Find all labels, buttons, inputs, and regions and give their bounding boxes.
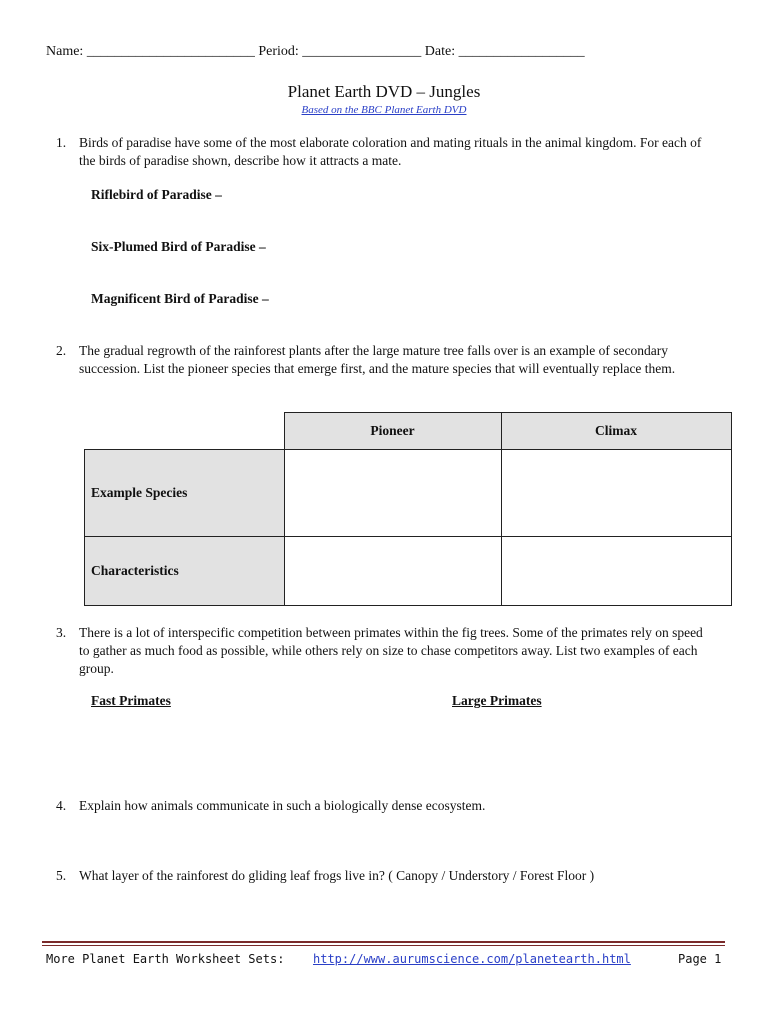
table-row-header-characteristics: Characteristics xyxy=(85,537,285,606)
question-1 xyxy=(56,134,716,170)
question-number: 2. xyxy=(56,343,67,358)
question-2 xyxy=(56,342,716,378)
date-field-label: Date: __________________ xyxy=(424,44,585,59)
table-cell-pioneer-species[interactable] xyxy=(284,450,501,537)
period-field-label: Period: _________________ xyxy=(258,44,422,59)
table-cell-climax-characteristics[interactable] xyxy=(501,537,731,606)
table-cell-climax-species[interactable] xyxy=(501,450,731,537)
question-text: The gradual regrowth of the rainforest plants after the large mature tree falls over is an example of secondary succession. List the pioneer species that emerge first, and the mature species that will eventually replace them. xyxy=(79,343,676,376)
question-3 xyxy=(56,624,716,678)
question-number: 5. xyxy=(56,868,67,883)
footer-label: More Planet Earth Worksheet Sets: xyxy=(46,952,285,966)
question-number: 1. xyxy=(56,135,67,150)
large-primates-heading: Large Primates xyxy=(452,693,542,708)
table-row-header-example-species: Example Species xyxy=(85,450,285,537)
bird-label-riflebird: Riflebird of Paradise – xyxy=(91,187,222,202)
table-cell-pioneer-characteristics[interactable] xyxy=(284,537,501,606)
question-text: Explain how animals communicate in such a biologically dense ecosystem. xyxy=(79,798,486,813)
question-text: Birds of paradise have some of the most elaborate coloration and mating rituals in the animal kingdom. For each of the birds of paradise shown, describe how it attracts a mate. xyxy=(79,135,702,168)
succession-table xyxy=(84,412,732,606)
question-number: 4. xyxy=(56,798,67,813)
fast-primates-heading: Fast Primates xyxy=(91,693,171,708)
page-title: Planet Earth DVD – Jungles xyxy=(287,82,481,101)
question-number: 3. xyxy=(56,625,67,640)
question-4 xyxy=(56,797,716,815)
footer-page-number: Page 1 xyxy=(678,952,722,966)
footer-url-link[interactable]: http://www.aurumscience.com/planetearth.html xyxy=(313,952,631,966)
header-fields xyxy=(46,44,585,60)
table-header-climax: Climax xyxy=(501,413,731,450)
table-header-pioneer: Pioneer xyxy=(284,413,501,450)
table-corner xyxy=(85,413,285,450)
question-text: What layer of the rainforest do gliding leaf frogs live in? ( Canopy / Understory / Forest Floor ) xyxy=(79,868,595,883)
footer-divider xyxy=(42,941,725,943)
name-field-label: Name: ________________________ xyxy=(46,44,255,59)
subtitle-link[interactable]: Based on the BBC Planet Earth DVD xyxy=(301,104,467,116)
question-text: There is a lot of interspecific competition between primates within the fig trees. Some of the primates rely on speed to gather as much food as possible, while others rely on size to chase competitors away. List two examples of each group. xyxy=(79,625,703,676)
footer-divider-thin xyxy=(42,945,725,946)
bird-label-six-plumed: Six-Plumed Bird of Paradise – xyxy=(91,239,266,254)
bird-label-magnificent: Magnificent Bird of Paradise – xyxy=(91,291,269,306)
question-5 xyxy=(56,867,716,885)
